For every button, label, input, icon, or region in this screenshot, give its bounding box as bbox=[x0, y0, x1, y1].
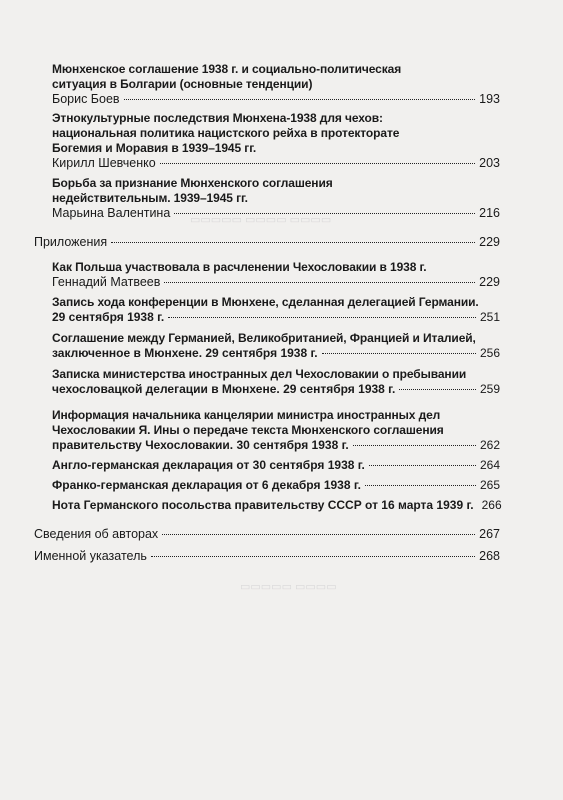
section-leader-line bbox=[34, 527, 500, 542]
entry-leader-line bbox=[52, 498, 500, 513]
entry-title: Информация начальника канцелярии министра иностранных дел bbox=[52, 408, 441, 422]
entry-leader-line bbox=[52, 382, 500, 397]
dot-leader bbox=[365, 485, 476, 486]
page-number: 229 bbox=[479, 275, 500, 289]
entry-title: национальная политика нацистского рейха в протекторате bbox=[52, 126, 400, 140]
entry-leader-line bbox=[52, 206, 500, 221]
dot-leader bbox=[160, 163, 475, 164]
bleed-through-text: ▭▭▭▭▭ ▭▭▭▭ bbox=[240, 581, 337, 593]
dot-leader bbox=[399, 389, 476, 390]
page-number: 193 bbox=[479, 92, 500, 106]
page-number: 216 bbox=[479, 206, 500, 220]
entry-title: заключенное в Мюнхене. 29 сентября 1938 г. bbox=[52, 346, 318, 360]
entry-title: Чехословакии Я. Ины о передаче текста Мюнхенского соглашения bbox=[52, 423, 444, 437]
entry-leader-line bbox=[52, 310, 500, 325]
toc-entry bbox=[52, 295, 500, 325]
dot-leader bbox=[353, 445, 476, 446]
entry-author: Марьина Валентина bbox=[52, 206, 171, 220]
entry-leader-line bbox=[52, 92, 500, 107]
entry-title: Мюнхенское соглашение 1938 г. и социально-политическая bbox=[52, 62, 402, 76]
entry-title: Соглашение между Германией, Великобританией, Францией и Италией, bbox=[52, 331, 476, 345]
toc-section bbox=[34, 527, 500, 542]
entry-author: Кирилл Шевченко bbox=[52, 156, 156, 170]
page-number: 251 bbox=[479, 310, 500, 324]
dot-leader bbox=[151, 556, 475, 557]
entry-title: Запись хода конференции в Мюнхене, сделанная делегацией Германии. bbox=[52, 295, 479, 309]
entry-title: Нота Германского посольства правительству СССР от 16 марта 1939 г. bbox=[52, 498, 474, 512]
toc-section bbox=[34, 549, 500, 564]
page-number: 265 bbox=[479, 478, 500, 492]
section-leader-line bbox=[34, 549, 500, 564]
entry-leader-line bbox=[52, 275, 500, 290]
page-number: 266 bbox=[481, 498, 502, 512]
section-label: Сведения об авторах bbox=[34, 527, 159, 541]
toc-entry bbox=[52, 458, 500, 473]
entry-author: Борис Боев bbox=[52, 92, 120, 106]
toc-entry bbox=[52, 62, 500, 107]
entry-title: Как Польша участвовала в расчленении Чехословакии в 1938 г. bbox=[52, 260, 427, 274]
entry-title: чехословацкой делегации в Мюнхене. 29 сентября 1938 г. bbox=[52, 382, 396, 396]
dot-leader bbox=[111, 242, 475, 243]
dot-leader bbox=[168, 317, 476, 318]
toc-entry bbox=[52, 408, 500, 453]
entry-title: Этнокультурные последствия Мюнхена-1938 для чехов: bbox=[52, 111, 383, 125]
section-label: Именной указатель bbox=[34, 549, 147, 563]
toc-entry bbox=[52, 498, 500, 513]
page-number: 229 bbox=[479, 235, 500, 249]
page-number: 262 bbox=[479, 438, 500, 452]
dot-leader bbox=[369, 465, 476, 466]
toc-entry bbox=[52, 367, 500, 397]
section-leader-line bbox=[34, 235, 500, 250]
entry-leader-line bbox=[52, 458, 500, 473]
entry-title: Богемия и Моравия в 1939–1945 гг. bbox=[52, 141, 257, 155]
bleed-through-text: ▭▭▭▭▭ ▭▭▭▭ ▭▭▭▭ bbox=[190, 214, 332, 226]
entry-leader-line bbox=[52, 438, 500, 453]
dot-leader bbox=[174, 213, 475, 214]
toc-entry bbox=[52, 331, 500, 361]
entry-title: Франко-германская декларация от 6 декабря 1938 г. bbox=[52, 478, 361, 492]
entry-title: 29 сентября 1938 г. bbox=[52, 310, 165, 324]
toc-entry bbox=[52, 176, 500, 221]
entry-title: недействительным. 1939–1945 гг. bbox=[52, 191, 248, 205]
section-label: Приложения bbox=[34, 235, 108, 249]
page-number: 259 bbox=[479, 382, 500, 396]
entry-author: Геннадий Матвеев bbox=[52, 275, 161, 289]
page-number: 256 bbox=[479, 346, 500, 360]
toc-entry bbox=[52, 260, 500, 290]
entry-leader-line bbox=[52, 156, 500, 171]
page-number: 203 bbox=[479, 156, 500, 170]
entry-leader-line bbox=[52, 478, 500, 493]
dot-leader bbox=[162, 534, 475, 535]
entry-title: Англо-германская декларация от 30 сентября 1938 г. bbox=[52, 458, 365, 472]
entry-title: ситуация в Болгарии (основные тенденции) bbox=[52, 77, 313, 91]
entry-leader-line bbox=[52, 346, 500, 361]
entry-title: правительству Чехословакии. 30 сентября 1938 г. bbox=[52, 438, 349, 452]
dot-leader bbox=[164, 282, 475, 283]
page-number: 264 bbox=[479, 458, 500, 472]
page-number: 267 bbox=[479, 527, 500, 541]
entry-title: Записка министерства иностранных дел Чехословакии о пребывании bbox=[52, 367, 467, 381]
dot-leader bbox=[322, 353, 476, 354]
entry-title: Борьба за признание Мюнхенского соглашения bbox=[52, 176, 333, 190]
dot-leader bbox=[124, 99, 476, 100]
toc-entry bbox=[52, 111, 500, 171]
toc-entry bbox=[52, 478, 500, 493]
toc-section bbox=[34, 235, 500, 250]
page-number: 268 bbox=[479, 549, 500, 563]
